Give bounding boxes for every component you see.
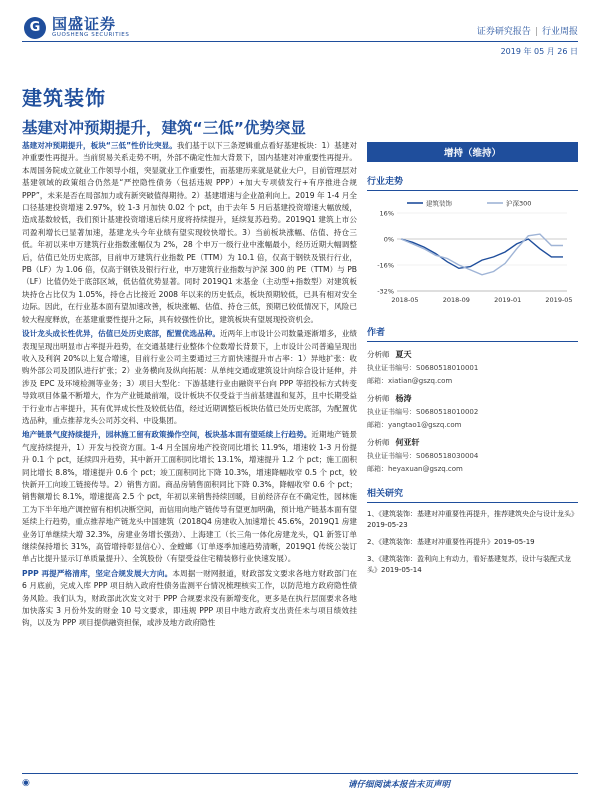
- trend-section-title: 行业走势: [367, 174, 578, 191]
- company-name-cn: 国盛证券: [52, 15, 117, 33]
- legend-label: 建筑装饰: [426, 199, 452, 208]
- y-tick-label: 0%: [383, 235, 394, 244]
- paragraph: [22, 140, 357, 326]
- analyst-cert: [367, 363, 578, 373]
- cert-label: 执业证书编号：: [367, 452, 416, 460]
- email-label: 邮箱：: [367, 465, 388, 473]
- series-line: [401, 234, 563, 275]
- trend-chart-svg: [367, 195, 578, 313]
- email-address[interactable]: yangtao1@gszq.com: [388, 421, 462, 429]
- report-body: [22, 140, 357, 632]
- analyst-name: 杨涛: [395, 394, 412, 403]
- analyst-block: [367, 393, 578, 430]
- sidebar: [367, 140, 578, 576]
- related-report[interactable]: 2、《建筑装饰：基建对冲重要性再提升》2019-05-19: [367, 538, 535, 546]
- trend-chart: [367, 195, 578, 313]
- paragraph-text: 我们基于以下三条逻辑重点看好基建板块：1）基建对冲重要性再提升。当前贸易关系走势不明，外部不确定性加大背景下，国内基建对冲重要性再提升。本周国务院成立就业工作领导小组，突显就业工作重要性，而基建历来就是就业大户，目前管理层对基建领域的政策组合仍然是“严控隐性债务（包括违规 PPP）+加大专项债发行+有序推进合规 PPP”，未来是否在局部加力或有新突破值得期待。2）基建增速与企业盈利向上。2019 年 1-4 月全口径基建投资增速 2.97%，较 1-3 月加快 0.02 个 pct，由于去年 5 月后基建投资增速大幅放缓，造成基数较低，我们预计基建投资增速后续月度将持续提升，延续复苏趋势。2019Q1 建筑上市公司盈利增长已显著加速，基建龙头今年业绩有望实现较快增长。3）当前板块涨幅、估值、持仓三低。年初以来申万建筑行业指数涨幅仅为 2%，28 个申万一级行业中涨幅最小，经历近期大幅调整后，估值已处历史底部，目前申万建筑行业指数 PE（TTM）为 10.1 倍，仅高于钢铁及银行行业，PB（LF）为 1.06 倍，仅高于钢铁及银行行业，申万建筑行业指数与沪深 300 的 PE（TTM）与 PB（LF）比值仍处于底部区域，低估值优势显著。同时 2019Q1 末基金（主动型+指数型）对建筑板块持仓占比仅为 1.05%，持仓占比接近 2008 年以来的历史低点，板块预期较低，已具有相对安全边际。因此，在行业基本面有望加速改善，板块涨幅、估值、持仓三低，预期已较低情况下，风险已较大程度释放，在基建重要性提升之际，具有较强性价比，建筑板块有望展现投资机会。: [22, 141, 357, 324]
- email-label: 邮箱：: [367, 421, 388, 429]
- footer-divider: [22, 773, 578, 774]
- y-tick-label: 16%: [379, 209, 394, 218]
- analyst-name-line: [367, 349, 578, 360]
- paragraph-text: 近两年上市设计公司数量逐渐增多，业绩表现呈现出明显市占率提升趋势，在交通基建行业整体个位数增长背景下，上市设计公司普遍呈现出收入及利润 20%以上复合增速，目前行业公司主要通过三方面快速提升市占率：1）异地扩张：收购外部公司及团队进行扩张；2）业务横向及纵向拓展：从单纯交通或建筑设计向综合设计延伸，并涉及 EPC 及环境检测等业务；3）项目大型化：下游基建行业由融资平台向 PPP 等招投标方式转变导致项目体量不断增大，作为产业链最前端，设计板块不仅受益于当前基建温和复苏，且中长期受益于行业市占率提升，其有优异成长性及较低估值，经过近期调整后板块估值已处历史底部，为配置优选品种，重点推荐龙头公司苏交科、中设集团。: [22, 329, 358, 425]
- x-tick-label: 2019-01: [494, 296, 522, 304]
- analyst-email: [367, 464, 578, 474]
- analyst-email: [367, 376, 578, 386]
- authors-section-title: 作者: [367, 325, 578, 342]
- analyst-role: 分析师: [367, 394, 390, 403]
- x-tick-label: 2018-09: [442, 296, 470, 304]
- cert-label: 执业证书编号：: [367, 408, 416, 416]
- cert-label: 执业证书编号：: [367, 364, 416, 372]
- paragraph: [22, 429, 357, 565]
- analyst-name: 何亚轩: [395, 438, 420, 447]
- footer-disclaimer: 请仔细阅读本报告末页声明: [347, 780, 450, 790]
- company-name-en: GUOSHENG SECURITIES: [52, 32, 130, 38]
- legend-label: 沪深300: [506, 199, 532, 208]
- report-headline: 基建对冲预期提升，建筑“三低”优势突显: [22, 119, 306, 137]
- sector-title: 建筑装饰: [22, 86, 106, 110]
- related-section-title: 相关研究: [367, 486, 578, 503]
- related-report[interactable]: 1、《建筑装饰：基建对冲重要性再提升，推荐建筑央企与设计龙头》2019-05-23: [367, 510, 578, 529]
- logo-icon: G: [24, 17, 46, 39]
- analyst-block: [367, 437, 578, 474]
- report-date: 2019 年 05 月 26 日: [500, 47, 578, 56]
- report-kind: 行业周报: [541, 27, 578, 37]
- footer-logo-icon: ◉: [22, 778, 30, 788]
- analyst-cert: [367, 451, 578, 461]
- analyst-email: [367, 420, 578, 430]
- analyst-name-line: [367, 437, 578, 448]
- series-line: [401, 239, 563, 268]
- analyst-name: 夏天: [395, 350, 412, 359]
- analyst-role: 分析师: [367, 438, 390, 447]
- paragraph-lead: 设计龙头成长性优异，估值已处历史底部，配置优选品种。: [22, 329, 220, 339]
- cert-number: S0680518010001: [416, 364, 479, 372]
- paragraph-lead: PPP 再提严格清库，坚定合规发展大方向。: [22, 568, 173, 578]
- x-tick-label: 2018-05: [391, 296, 419, 304]
- rating-badge: 增持（维持）: [367, 142, 578, 162]
- paragraph-text: 近期地产链景气度持续提升，1）开发与投资方面。1-4 月全国房地产投资同比增长 11.9%，增速较 1-3 月份提升 0.1 个 pct，延续四升趋势，其中新开工面积同比增长 13.1%，增速提升 1.2 个 pct；施工面积同比增长 8.8%，增速提升 0.6 个 pct；竣工面积同比下降 10.3%，增速降幅收窄 0.5 个 pct，较快新开工向竣工链接传导。2）销售方面。商品房销售面积同比下降 0.3%，降幅收窄 0.6 个 pct；销售额增长 8.1%，增速提高 2.5 个 pct，年初以来销售持续回暖，目前经济存在不确定性，园林施工为下半年地产调控留有相机决断空间，而信用向地产链传导有望更加明确，预计地产链基本面有望延续上行趋势，重点推荐地产链龙头中国建筑（2018Q4 房建收入加速增长 45.6%，2019Q1 房建业务订单继续大增 32.3%，房建业务增长强劲）、上海建工（长三角一体化房建龙头，Q1 新签订单继续保持增长 31%，高管增持彰显信心）、金螳螂（订单逐季加速趋势清晰，2019Q1 传统公装订单占比提升显示订单质量提升）、全筑股份（有望受益住宅精装修行业快速发展）。: [22, 430, 358, 564]
- paragraph: [22, 328, 357, 427]
- report-type: 证券研究报告: [476, 27, 531, 37]
- x-tick-label: 2019-05: [545, 296, 573, 304]
- analyst-name-line: [367, 393, 578, 404]
- email-address[interactable]: heyaxuan@gszq.com: [388, 465, 463, 473]
- y-tick-label: -32%: [377, 287, 394, 296]
- paragraph-lead: 地产链景气度持续提升，园林施工留有政策操作空间，板块基本面有望延续上行趋势。: [22, 430, 312, 440]
- y-tick-label: -16%: [377, 261, 394, 270]
- cert-number: S0680518030004: [416, 452, 479, 460]
- cert-number: S0680518010002: [416, 408, 479, 416]
- company-logo: [24, 16, 129, 39]
- paragraph: [22, 568, 357, 630]
- header-divider: [22, 41, 578, 42]
- email-label: 邮箱：: [367, 377, 388, 385]
- report-category: 证券研究报告 | 行业周报: [476, 27, 578, 37]
- email-address[interactable]: xiatian@gszq.com: [388, 377, 453, 385]
- paragraph-text: 本周据一财网报道，财政部发文要求各地方财政部门在 6 月底前，完成入库 PPP 项目纳入政府性债务监测平台情况梳理核实工作，以防范地方政府隐性债务风险。我们认为，财政部此次发文对于 PPP 合规要求没有新增变化，更多是在执行层面要求各地加快落实 3 月份外发的财金 10 号文要求，即违规 PPP 项目中地方政府支出责任未与项目绩效挂钩，以及为 PPP 项目提供融资担保，或涉及地方政府隐性: [22, 568, 357, 628]
- analyst-cert: [367, 407, 578, 417]
- paragraph-lead: 基建对冲预期提升，板块“三低”性价比突显。: [22, 141, 177, 150]
- analyst-role: 分析师: [367, 350, 390, 359]
- analyst-block: [367, 349, 578, 386]
- related-report[interactable]: 3、《建筑装饰：盈利向上有动力，看好基建复苏，设计与装配式龙头》2019-05-14: [367, 555, 571, 574]
